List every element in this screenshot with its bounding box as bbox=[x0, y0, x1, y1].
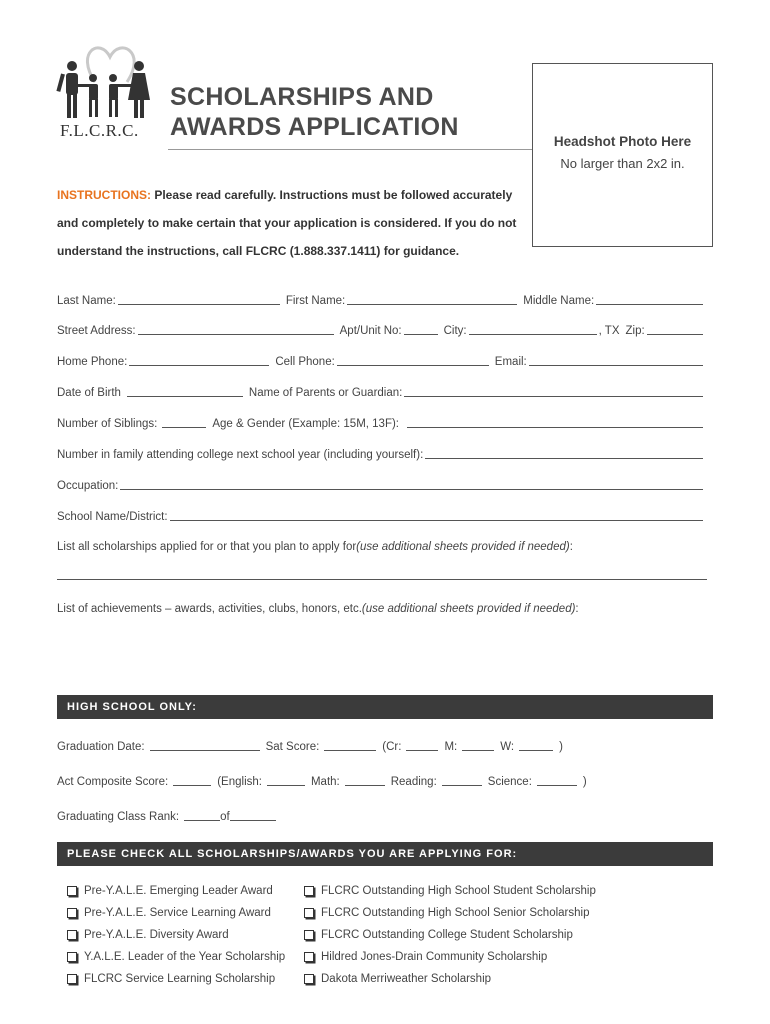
date-of-birth-field[interactable] bbox=[127, 384, 243, 397]
checkbox-icon[interactable] bbox=[304, 974, 314, 984]
checkbox-icon[interactable] bbox=[67, 974, 77, 984]
checkbox-icon[interactable] bbox=[67, 930, 77, 940]
phone-row bbox=[57, 350, 707, 368]
page-title-line1: SCHOLARSHIPS AND bbox=[170, 83, 434, 111]
instructions-label: INSTRUCTIONS: bbox=[57, 188, 151, 202]
checkbox-icon[interactable] bbox=[67, 952, 77, 962]
checkbox-icon[interactable] bbox=[304, 952, 314, 962]
apt-unit-field[interactable] bbox=[404, 322, 438, 335]
award-label: Y.A.L.E. Leader of the Year Scholarship bbox=[84, 951, 286, 963]
award-label: Pre-Y.A.L.E. Diversity Award bbox=[84, 929, 229, 941]
act-science-field[interactable] bbox=[537, 773, 577, 786]
sat-score-field[interactable] bbox=[324, 738, 376, 751]
middle-name-label: Middle Name: bbox=[523, 295, 595, 307]
state-label: , TX bbox=[598, 325, 620, 337]
cell-phone-label: Cell Phone: bbox=[275, 356, 335, 368]
sat-w-field[interactable] bbox=[519, 738, 553, 751]
address-row bbox=[57, 319, 707, 337]
award-label: Pre-Y.A.L.E. Service Learning Award bbox=[84, 907, 271, 919]
act-composite-label: Act Composite Score: bbox=[57, 776, 169, 788]
sat-cr-field[interactable] bbox=[406, 738, 438, 751]
sat-w-label: W: bbox=[500, 741, 515, 753]
first-name-label: First Name: bbox=[285, 295, 346, 307]
award-checkbox-item[interactable] bbox=[304, 924, 596, 946]
award-label: FLCRC Outstanding College Student Scholarship bbox=[321, 929, 573, 941]
scholarships-row bbox=[57, 535, 707, 553]
school-label: School Name/District: bbox=[57, 511, 168, 523]
award-label: Pre-Y.A.L.E. Emerging Leader Award bbox=[84, 885, 273, 897]
sat-m-field[interactable] bbox=[462, 738, 494, 751]
class-rank-label: Graduating Class Rank: bbox=[57, 811, 180, 823]
sat-score-label: Sat Score: bbox=[265, 741, 320, 753]
act-math-field[interactable] bbox=[345, 773, 385, 786]
award-label: FLCRC Outstanding High School Senior Scholarship bbox=[321, 907, 590, 919]
scholarships-colon: : bbox=[569, 541, 573, 553]
family-college-label: Number in family attending college next school year (including yourself): bbox=[57, 449, 424, 461]
page-title-line2: AWARDS APPLICATION bbox=[170, 113, 459, 141]
act-english-label: (English: bbox=[217, 776, 262, 788]
award-checkbox-item[interactable] bbox=[67, 902, 285, 924]
award-label: FLCRC Service Learning Scholarship bbox=[84, 973, 276, 985]
award-label: FLCRC Outstanding High School Student Scholarship bbox=[321, 885, 596, 897]
street-address-label: Street Address: bbox=[57, 325, 136, 337]
first-name-field[interactable] bbox=[347, 292, 517, 305]
achievements-label: List of achievements – awards, activities, clubs, honors, etc. bbox=[57, 603, 362, 615]
act-reading-label: Reading: bbox=[390, 776, 437, 788]
school-field[interactable] bbox=[170, 508, 703, 521]
class-rank-row bbox=[57, 805, 357, 823]
act-close: ) bbox=[582, 776, 587, 788]
act-composite-field[interactable] bbox=[173, 773, 211, 786]
sat-close: ) bbox=[559, 741, 563, 753]
class-rank-field[interactable] bbox=[184, 808, 220, 821]
award-checkbox-item[interactable] bbox=[304, 946, 596, 968]
last-name-field[interactable] bbox=[118, 292, 280, 305]
achievements-colon: : bbox=[575, 603, 579, 615]
checkbox-icon[interactable] bbox=[304, 908, 314, 918]
awards-right-column bbox=[304, 880, 596, 990]
checkbox-icon[interactable] bbox=[304, 930, 314, 940]
family-college-row bbox=[57, 443, 707, 461]
scholarships-label: List all scholarships applied for or that you plan to apply for bbox=[57, 541, 357, 553]
award-label: Hildred Jones-Drain Community Scholarship bbox=[321, 951, 548, 963]
occupation-row bbox=[57, 474, 707, 492]
award-checkbox-item[interactable] bbox=[67, 968, 285, 990]
award-checkbox-item[interactable] bbox=[67, 924, 285, 946]
act-math-label: Math: bbox=[310, 776, 340, 788]
headshot-photo-size-note: No larger than 2x2 in. bbox=[560, 156, 685, 171]
family-college-field[interactable] bbox=[425, 446, 703, 459]
logo-text: F.L.C.R.C. bbox=[60, 121, 139, 140]
title-divider bbox=[168, 149, 532, 150]
graduation-date-label: Graduation Date: bbox=[57, 741, 145, 753]
scholarships-field[interactable] bbox=[57, 579, 707, 580]
name-row bbox=[57, 289, 707, 307]
checkbox-icon[interactable] bbox=[304, 886, 314, 896]
age-gender-label: Age & Gender (Example: 15M, 13F): bbox=[212, 418, 399, 430]
high-school-heading: HIGH SCHOOL ONLY: bbox=[57, 695, 713, 719]
award-checkbox-item[interactable] bbox=[304, 880, 596, 902]
achievements-row bbox=[57, 597, 707, 615]
act-english-field[interactable] bbox=[267, 773, 305, 786]
act-reading-field[interactable] bbox=[442, 773, 482, 786]
scholarships-note: (use additional sheets provided if needed) bbox=[356, 541, 570, 553]
class-size-field[interactable] bbox=[230, 808, 276, 821]
email-label: Email: bbox=[494, 356, 527, 368]
act-science-label: Science: bbox=[487, 776, 532, 788]
age-gender-field[interactable] bbox=[407, 415, 703, 428]
award-label: Dakota Merriweather Scholarship bbox=[321, 973, 492, 985]
street-address-field[interactable] bbox=[138, 322, 334, 335]
date-of-birth-label: Date of Birth bbox=[57, 387, 121, 399]
middle-name-field[interactable] bbox=[596, 292, 703, 305]
act-row bbox=[57, 770, 587, 788]
cell-phone-field[interactable] bbox=[337, 353, 489, 366]
checkbox-icon[interactable] bbox=[67, 908, 77, 918]
zip-label: Zip: bbox=[625, 325, 645, 337]
parents-field[interactable] bbox=[404, 384, 703, 397]
headshot-photo-title: Headshot Photo Here bbox=[553, 134, 692, 149]
sat-m-label: M: bbox=[444, 741, 458, 753]
instructions-block bbox=[57, 181, 527, 265]
parents-label: Name of Parents or Guardian: bbox=[248, 387, 403, 399]
checkbox-icon[interactable] bbox=[67, 886, 77, 896]
instructions-text: Please read carefully. Instructions must be followed accurately and completely to make certain that your application is considered. If you do not understand the instructions, call FLCRC (1.888.337.1411) for guidance. bbox=[57, 188, 517, 258]
awards-heading: PLEASE CHECK ALL SCHOLARSHIPS/AWARDS YOU ARE APPLYING FOR: bbox=[57, 842, 713, 866]
city-field[interactable] bbox=[469, 322, 597, 335]
awards-left-column bbox=[67, 880, 285, 990]
school-row bbox=[57, 505, 707, 523]
email-field[interactable] bbox=[529, 353, 703, 366]
last-name-label: Last Name: bbox=[57, 295, 116, 307]
siblings-label: Number of Siblings: bbox=[57, 418, 158, 430]
headshot-photo-box[interactable] bbox=[532, 63, 713, 247]
award-checkbox-item[interactable] bbox=[304, 902, 596, 924]
achievements-note: (use additional sheets provided if needed) bbox=[361, 603, 576, 615]
graduation-sat-row bbox=[57, 735, 563, 753]
siblings-field[interactable] bbox=[162, 415, 206, 428]
dob-parents-row bbox=[57, 381, 707, 399]
sat-cr-label: (Cr: bbox=[382, 741, 402, 753]
occupation-label: Occupation: bbox=[57, 480, 119, 492]
class-rank-of: of bbox=[220, 811, 230, 823]
graduation-date-field[interactable] bbox=[150, 738, 260, 751]
award-checkbox-item[interactable] bbox=[304, 968, 596, 990]
home-phone-label: Home Phone: bbox=[57, 356, 128, 368]
occupation-field[interactable] bbox=[120, 477, 703, 490]
apt-unit-label: Apt/Unit No: bbox=[339, 325, 402, 337]
siblings-row bbox=[57, 412, 707, 430]
home-phone-field[interactable] bbox=[129, 353, 269, 366]
zip-field[interactable] bbox=[647, 322, 703, 335]
city-label: City: bbox=[443, 325, 467, 337]
award-checkbox-item[interactable] bbox=[67, 946, 285, 968]
award-checkbox-item[interactable] bbox=[67, 880, 285, 902]
